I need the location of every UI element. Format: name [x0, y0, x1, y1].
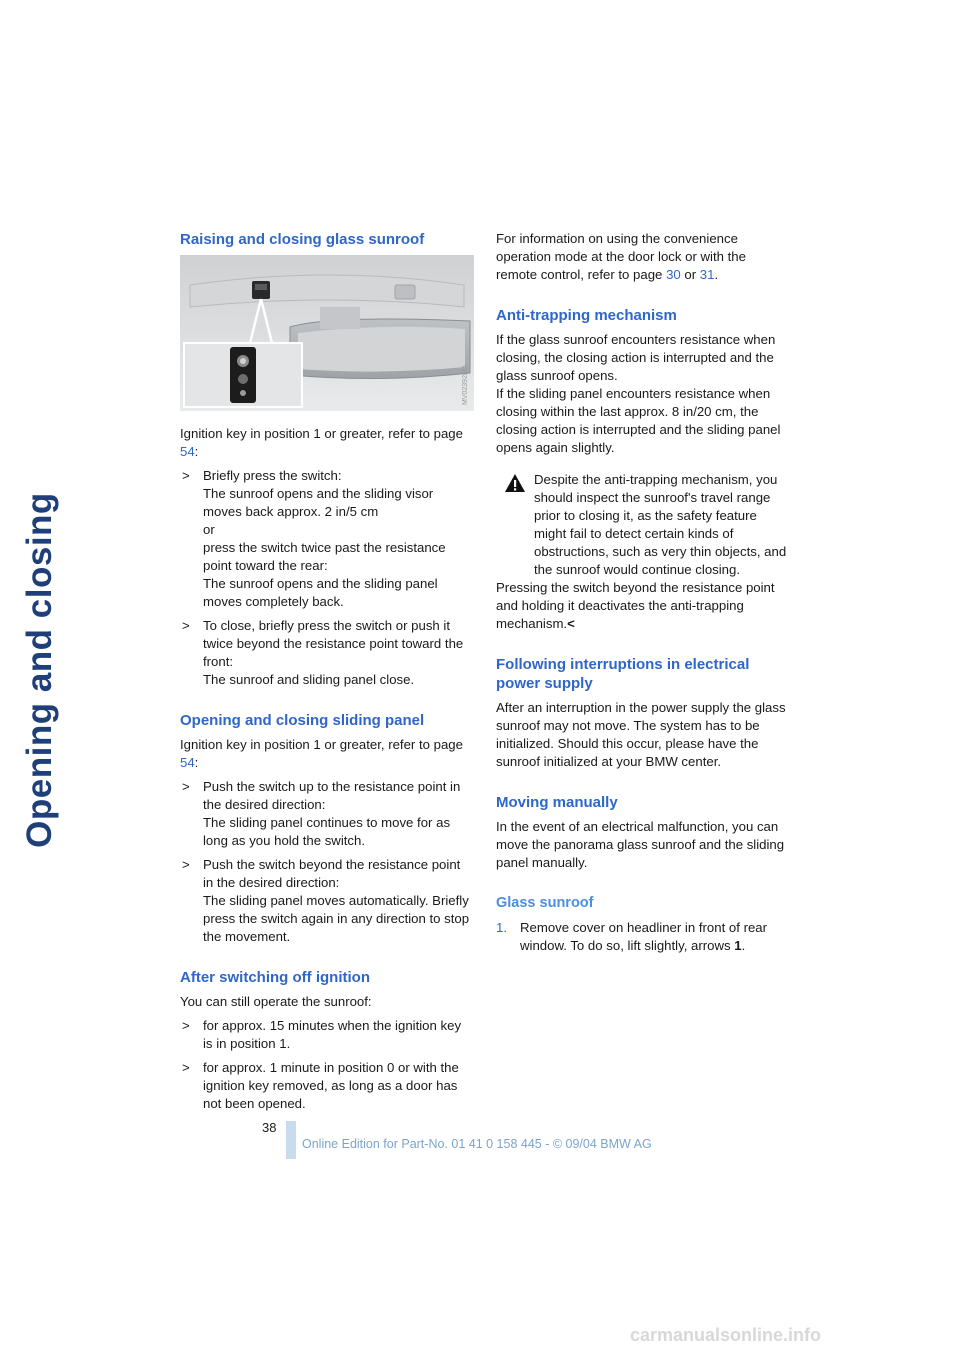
right-column: [496, 230, 790, 961]
heading-glass-sunroof: Glass sunroof: [496, 895, 594, 911]
s3-bullet-2: > for approx. 1 minute in position 0 or with the ignition key removed, as long as a door has not been opened.: [182, 1060, 459, 1111]
heading-after-switching-off-ignition: After switching off ignition: [180, 969, 370, 986]
heading-anti-trapping: Anti-trapping mechanism: [496, 307, 677, 324]
s2-bullet-1: > Push the switch up to the resistance point in the desired direction: The sliding panel continues to move for as long as you hold the switch.: [182, 779, 461, 848]
s1-bullet-1: > Briefly press the switch: The sunroof opens and the sliding visor moves back approx. 2 in/5 cm or press the switch twice past the resistance point toward the rear: The sunroof opens and the sliding panel moves completely back.: [182, 468, 446, 609]
page-link-54[interactable]: 54: [180, 444, 195, 459]
footer-accent-bar: [286, 1121, 296, 1159]
page-link-31[interactable]: 31: [699, 267, 715, 282]
page-link-30[interactable]: 30: [666, 267, 681, 282]
heading-power-interruption: Following interruptions in electrical power supply: [496, 656, 750, 692]
side-chapter-title: [20, 230, 60, 1110]
side-chapter-title-text: Opening and closing: [20, 492, 59, 848]
s1-bullet-2: > To close, briefly press the switch or push it twice beyond the resistance point toward the front: The sunroof and sliding panel close.: [182, 618, 464, 687]
left-column: [180, 230, 474, 1119]
s2-bullet-2: > Push the switch beyond the resistance point in the desired direction: The sliding panel moves automatically. Briefly press the switch again in any direction to stop the movement.: [182, 857, 470, 944]
s1-intro: Ignition key in position 1 or greater, refer to page 54:: [180, 426, 463, 459]
s2-intro: Ignition key in position 1 or greater, refer to page 54:: [180, 737, 463, 770]
footer-edition-text: Online Edition for Part-No. 01 41 0 158 445 - © 09/04 BMW AG: [302, 1137, 652, 1151]
heading-raising-closing-sunroof: Raising and closing glass sunroof: [180, 231, 425, 248]
step-1: 1. Remove cover on headliner in front of rear window. To do so, lift slightly, arrows 1.: [496, 920, 768, 953]
warning-text-2: Pressing the switch beyond the resistance point and holding it deactivates the anti-trapping mechanism.<: [496, 580, 775, 631]
convenience-intro: For information on using the convenience operation mode at the door lock or with the remote control, refer to page 30 or 31.: [496, 231, 746, 282]
warning-text-1: Despite the anti-trapping mechanism, you should inspect the sunroof's travel range prior to closing it, as the safety feature might fail to detect certain kinds of obstructions, such as very thin objects, and the sunroof would continue closing.: [534, 472, 787, 577]
heading-opening-closing-sliding-panel: Opening and closing sliding panel: [180, 712, 425, 729]
headliner-illustration: [180, 255, 474, 411]
watermark: carmanualsonline.info: [630, 1325, 822, 1345]
warning-triangle-icon: [504, 473, 526, 493]
heading-moving-manually: Moving manually: [496, 794, 618, 811]
page-number: 38: [262, 1120, 277, 1135]
s3-intro: You can still operate the sunroof:: [180, 994, 372, 1009]
page-link-54[interactable]: 54: [180, 755, 195, 770]
anti-trapping-p1: If the glass sunroof encounters resistance when closing, the closing action is interrupted and the glass sunroof opens.: [496, 332, 776, 383]
power-interruption-text: After an interruption in the power supply the glass sunroof may not move. The system has to be initialized. Should this occur, please have the sunroof initialized at your BMW center.: [496, 700, 786, 769]
warning-note: [496, 471, 790, 579]
moving-manually-text: In the event of an electrical malfunction, you can move the panorama glass sunroof and the sliding panel manually.: [496, 819, 785, 870]
anti-trapping-p2: If the sliding panel encounters resistance when closing within the last approx. 8 in/20 cm, the closing action is interrupted and the sliding panel opens again slightly.: [496, 386, 781, 455]
figure-code: MV02392MA: [462, 364, 469, 405]
s3-bullet-1: > for approx. 15 minutes when the ignition key is in position 1.: [182, 1018, 462, 1051]
sunroof-switch-figure: [180, 255, 474, 411]
